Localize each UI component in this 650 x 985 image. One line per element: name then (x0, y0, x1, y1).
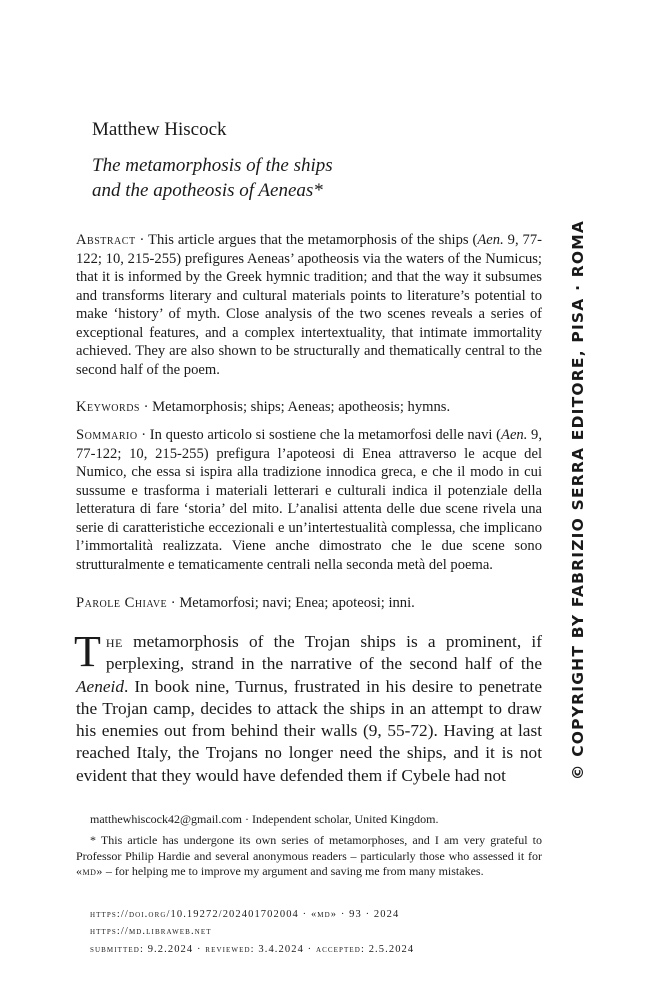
footnote-star-a: * This article has undergone its own series of metamorphoses, and I am very grateful to Professor Philip Hardie and several anonymous readers – particularly those who assessed it for (76, 833, 542, 863)
abstract-ref: Aen. (477, 232, 504, 248)
abstract-text-b: 9, 77-122; 10, 215-255) prefigures Aeneas’ apotheosis via the waters of the Numicus; that it is informed by the Greek hymnic tradition; and that the way it subsumes and transforms literary and cultural materials points to literature’s potential to make ‘history’ of myth. Close analysis of the two scenes reveals a series of exceptional features, and a complex intertextuality, that intimate immortality achieved. They are also shown to be structurally and thematically central to the second half of the poem. (76, 232, 542, 378)
sommario-text-a: In questo articolo si sostiene che la metamorfosi delle navi ( (149, 427, 502, 443)
sommario-ref: Aen. (501, 427, 528, 443)
abstract-label: Abstract (76, 232, 136, 248)
keywords-text: Metamorphosis; ships; Aeneas; apotheosis; hymns. (152, 399, 451, 415)
footnote-star-b: – for helping me to improve my argument and saving me from many mistakes. (102, 864, 484, 878)
sommario-sep: · (137, 427, 150, 443)
title-line-1: The metamorphosis of the ships (92, 155, 333, 176)
body-smallcaps: he (105, 632, 123, 651)
doi-line: https://doi.org/10.19272/202401702004 · «md» · 93 · 2024 (90, 909, 400, 920)
dates-line: submitted: 9.2.2024 · reviewed: 3.4.2024 · accepted: 2.5.2024 (90, 944, 415, 955)
site-line: https://md.libraweb.net (90, 926, 212, 937)
sommario (76, 426, 542, 574)
body-text-a: metamorphosis of the Trojan ships is a prominent, if perplexing, strand in the narrative of the second half of the (105, 632, 542, 674)
article-title (92, 153, 333, 203)
body-paragraph (74, 627, 542, 787)
abstract-text-a: This article argues that the metamorphosis of the ships ( (148, 232, 478, 248)
footnote-contact: matthewhiscock42@gmail.com · Independent scholar, United Kingdom. (90, 812, 439, 826)
title-line-2: and the apotheosis of Aeneas* (92, 180, 323, 201)
abstract (76, 231, 542, 379)
parole-chiave (76, 594, 542, 613)
sommario-text-b: 9, 77-122; 10, 215-255) prefigura l’apoteosi di Enea attraverso le acque del Numico, che essa si ispira alla tradizione innodica greca, e che il modo in cui sussume e trasforma i materiali letterari e culturali indica il potenziale della letteratura di fare ‘storia’ del mito. L’analisi attenta delle due scene rivela una serie di caratteristiche eccezionali e un’intertestualità complessa, che implicano l’immortalità realizzata. Viene anche dimostrato che le due scene sono strutturalmente e tematicamente centrali nella seconda metà del poema. (76, 427, 542, 573)
parole-label: Parole Chiave (76, 595, 168, 611)
author-name: Matthew Hiscock (92, 119, 227, 140)
parole-text: Metamorfosi; navi; Enea; apoteosi; inni. (179, 595, 415, 611)
abstract-sep: · (135, 232, 149, 248)
sommario-label: Sommario (76, 427, 138, 443)
copyright-text: © COPYRIGHT BY FABRIZIO SERRA EDITORE, PISA · ROMA (569, 219, 587, 781)
footnote-star-md: «md» (76, 864, 103, 878)
keywords (76, 398, 542, 417)
body-text-b: . In book nine, Turnus, frustrated in his desire to penetrate the Trojan camp, decides to attack the ships in an attempt to draw his enemies out from behind their walls (9, 55-72). Having at last reached Italy, the Trojans no longer need the ships, and it is not evident that they would have defended them if Cybele had not (76, 676, 542, 785)
drop-cap: T (74, 627, 101, 676)
footnote-star (76, 833, 542, 880)
body-italic: Aeneid (76, 676, 124, 696)
keywords-label: Keywords (76, 399, 140, 415)
keywords-sep: · (139, 399, 153, 415)
parole-sep: · (167, 595, 180, 611)
